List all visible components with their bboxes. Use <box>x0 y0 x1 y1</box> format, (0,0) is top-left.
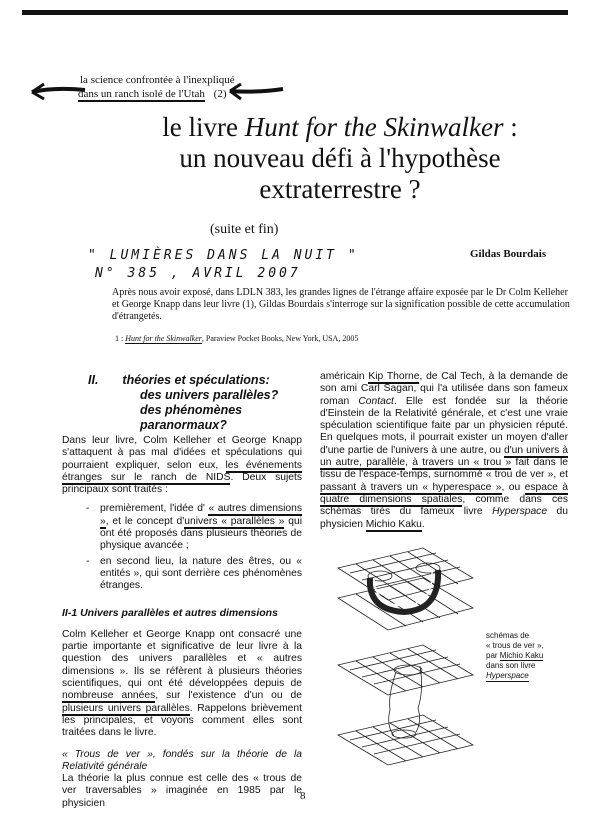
wormhole-diagram-2 <box>328 640 478 790</box>
kicker-part: (2) <box>213 88 227 100</box>
top-rule <box>22 10 568 15</box>
book-contact: Contact <box>358 395 394 407</box>
text-run: par <box>486 651 500 660</box>
section-heading-line-2: des univers parallèles? <box>140 388 279 402</box>
text-run: qui ont été proposés dans plusieurs théories de physique avancée ; <box>100 515 302 552</box>
underline-evenements: les événements étranges sur le ranch de NIDS <box>62 459 302 483</box>
text-run: , <box>405 457 413 469</box>
underline-quatre-dimensions: espace à quatre dimensions spatiales <box>320 481 569 505</box>
page-number: 8 <box>300 790 306 802</box>
underline-univers: d'un univers à un autre, parallèle <box>320 444 568 469</box>
kicker-line-2 <box>78 88 227 101</box>
text-run: , comme dans ces schémas tirés du fameux livre <box>320 493 568 518</box>
title-line-1 <box>105 112 575 143</box>
caption-line-2: « trous de ver », <box>486 641 544 650</box>
left-paragraph-3 <box>62 749 302 810</box>
underline-plusieurs-univers: plusieurs univers parallèles <box>62 702 190 714</box>
left-paragraph-2 <box>62 629 302 740</box>
right-column <box>320 371 568 538</box>
author: Gildas Bourdais <box>470 248 547 260</box>
section-heading-line-1: théories et spéculations: <box>122 373 270 387</box>
subtitle: (suite et fin) <box>210 222 279 237</box>
text-run: , ou <box>501 481 525 493</box>
footnote-rest: , Paraview Pocket Books, New York, USA, 2005 <box>201 334 359 343</box>
text-run: . Rappelons brièvement les principales, et voyons comment elles sont traitées dans le livre. <box>62 702 302 739</box>
figure-caption <box>486 631 566 682</box>
underline-nombreuse: nombreuse années <box>62 690 156 702</box>
caption-author: Michio Kaku <box>499 651 544 660</box>
intro-paragraph: Après nous avoir exposé, dans LDLN 383, les grandes lignes de l'étrange affaire exposée par le Dr Colm Kelleher et George Knapp dans leur livre (1), Gildas Bourdais s'interroge sur la signification possible de cette accumulation d'étrangetés. <box>112 287 570 322</box>
text-run: du physicien <box>320 506 568 530</box>
title-book: Hunt for the Skinwalker <box>244 112 504 142</box>
text-run: . <box>421 518 425 530</box>
title-prefix: le livre <box>162 112 245 142</box>
section-heading <box>88 373 308 433</box>
footnote <box>115 334 358 343</box>
text-run: fait dans le tissu de l'espace-temps, surnommé « trou de ver », et <box>320 457 568 481</box>
text-run: , de Cal Tech, à la demande de son ami Carl Sagan, qui l'a utilisée dans son fameux roman <box>320 371 569 407</box>
kicker-line-1: la science confrontée à l'inexpliqué <box>80 74 235 86</box>
text-run: . Elle est fondée sur la théorie d'Einstein de la Relativité générale, et c'est une vraie spéculation scientifique faite par un physicien réputé. En quelques mots, il pourrait exister un moyen d'aller d'une partie de l'univers à une autre, ou <box>320 395 568 456</box>
left-paragraph-1 <box>62 435 302 496</box>
footnote-prefix: 1 : <box>115 334 126 343</box>
title-line-3: extraterrestre ? <box>259 174 421 204</box>
underline-univers-paralleles: univers « parallèles » <box>184 515 285 527</box>
title-suffix: : <box>503 112 518 142</box>
article-title <box>105 112 575 205</box>
handwritten-line-2: N° 385 , AVRIL 2007 <box>95 266 301 281</box>
wormhole-subheading: « Trous de ver », fondés sur la théorie de la Relativité générale <box>62 748 302 772</box>
underline-kip-thorne: Kip Thorne <box>368 371 420 382</box>
right-paragraph <box>320 371 568 531</box>
kicker-ranch: dans un ranch isolé de l'Utah <box>78 88 205 100</box>
topic-item-2: - en second lieu, la nature des êtres, ou « entités », qui sont derrière ces phénomènes étranges. <box>100 556 302 593</box>
left-arrow-mark <box>30 82 90 102</box>
underline-hyperespace: passant à travers un « hyperespace » <box>320 481 502 493</box>
caption-line-4: dans son livre <box>486 661 536 670</box>
footnote-title: Hunt for the Skinwalker <box>125 334 202 343</box>
left-column <box>62 435 302 817</box>
title-line-2: un nouveau défi à l'hypothèse <box>179 143 501 173</box>
underline-michio-kaku: Michio Kaku <box>365 518 422 530</box>
topic-item-1 <box>100 503 302 552</box>
text-run: Colm Kelleher et George Knapp ont consacré une partie importante et significative de leur livre à la question des univers parallèles et « autres dimensions ». Ils se réfèrent à plusieurs théories scientifiques, qui ont été développées depuis de <box>62 628 302 690</box>
wormhole-diagram-1 <box>328 538 478 638</box>
subsection-heading: II-1 Univers parallèles et autres dimensions <box>62 606 278 619</box>
text-run: . Deux sujets principaux sont traités : <box>62 471 302 496</box>
section-heading-line-3: des phénomènes paranormaux? <box>140 403 243 432</box>
caption-line-3 <box>486 651 566 661</box>
text-run: La théorie la plus connue est celle des « trous de ver traversables » imaginée en 1985 par le physicien <box>62 773 302 809</box>
topic-list <box>62 503 302 592</box>
underline-autres-dimensions: « autres dimensions » <box>100 503 302 527</box>
text-run: premièrement, l'idée d' <box>100 503 209 515</box>
section-number: II. <box>88 373 99 387</box>
text-run: américain <box>320 371 369 382</box>
right-arrow-mark <box>225 82 285 102</box>
caption-book: Hyperspace <box>486 671 529 680</box>
caption-line-1: schémas de <box>486 631 530 640</box>
text-run: , sur l'existence d'un ou de <box>155 690 302 702</box>
underline-trou: à travers un « trou » <box>412 457 512 469</box>
text-run: , et le concept d' <box>105 515 185 527</box>
handwritten-line-1: " LUMIÈRES DANS LA NUIT " <box>88 248 359 263</box>
book-hyperspace: Hyperspace <box>492 506 548 518</box>
text-run: Dans leur livre, Colm Kelleher et George Knapp s'attaquent à pas mal d'idées et spéculations qui pourraient expliquer, selon eux, <box>62 435 302 471</box>
